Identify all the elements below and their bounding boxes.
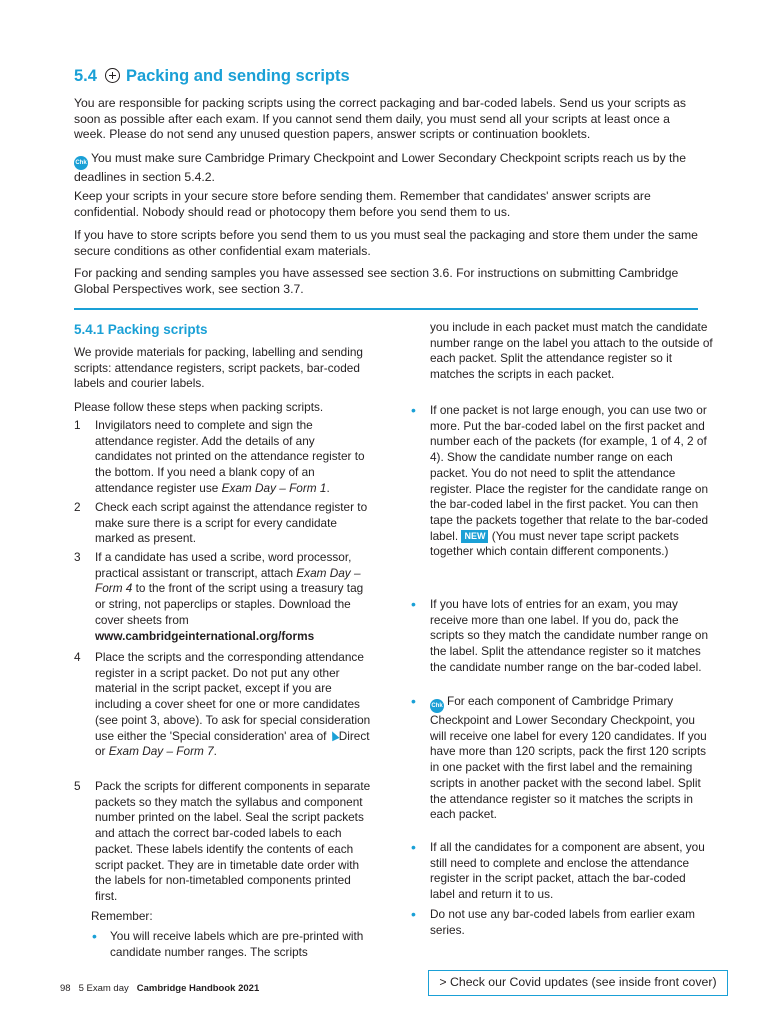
handbook-title: Cambridge Handbook 2021 (136, 983, 260, 994)
step-item: 3 If a candidate has used a scribe, word processor, practical assistant or transcript, attach Exam Day – Form 4 to the front of the script using a treasury tag or string, not paperclips or staples. Download the cover sheets from www.cambridgeinternational.org/forms (74, 550, 364, 643)
step-item: 2 Check each script against the attendance register to make sure there is a script for every candidate marked as present. (74, 500, 368, 546)
section-number: 5.4 (74, 67, 97, 85)
forms-link[interactable]: www.cambridgeinternational.org/forms (95, 628, 315, 643)
bullet-item: • You will receive labels which are pre-printed with candidate number ranges. The scripts (92, 928, 364, 959)
remember-label: Remember: (91, 909, 153, 923)
step-item: 1 Invigilators need to complete and sign the attendance register. Add the details of any candidates not printed on the attendance register to the bottom. If you need a blank copy of an attendance register use Exam Day – Form 1. (74, 418, 365, 495)
checkpoint-icon: Chk (74, 156, 88, 170)
right-continuation: you include in each packet must match the candidate number range on the label you attach to the outside of each packet. Split the attendance register so it matches the scripts in each packet. (430, 320, 713, 382)
section-title (74, 66, 350, 86)
left-paragraph-2: Please follow these steps when packing scripts. (74, 400, 324, 414)
bullet-item: • Do not use any bar-coded labels from earlier exam series. (411, 906, 695, 937)
covid-updates-link[interactable]: > Check our Covid updates (see inside front cover) (428, 970, 728, 996)
checkpoint-icon: Chk (430, 699, 444, 713)
new-badge: NEW (461, 530, 488, 543)
subsection-title: 5.4.1 Packing scripts (74, 322, 208, 337)
bullet-item: • If one packet is not large enough, you can use two or more. Put the bar-coded label on the first packet and number each of the packets (for example, 1 of 4, 2 of 4). Show the candidate number range on each packet. You do not need to split the attendance register. Place the register for the candidate range on the bar-coded label in the first packet. You can then tape the packets together that relate to the bar-coded label. NEW (You must never tape script packets together which contain different components.) (411, 402, 709, 559)
intro-paragraph-3: Keep your scripts in your secure store before sending them. Remember that candidates' answer scripts are confidential. Nobody should read or photocopy them before you send them to us. (74, 189, 651, 219)
step-item: 4 Place the scripts and the corresponding attendance register in a script packet. Do not put any other material in the script packet, except if you are including a cover sheet for one or more candidates (see point 3, above). To ask for special consideration use either the 'Special consideration' area of Direct or Exam Day – Form 7. (74, 650, 371, 759)
plus-circle-icon (105, 68, 120, 83)
bullet-item: • If all the candidates for a component are absent, you still need to complete and enclose the attendance register in the script packet, attach the bar-coded label and return it to us. (411, 839, 705, 902)
intro-paragraph-2: Chk You must make sure Cambridge Primary Checkpoint and Lower Secondary Checkpoint scripts reach us by the deadlines in section 5.4.2. (74, 151, 686, 184)
intro-paragraph-1: You are responsible for packing scripts using the correct packaging and bar-coded labels. Send us your scripts as soon as possible after each exam. If you cannot send them daily, you must send all your scripts at least once a week. Please do not send any unused question papers, answer scripts or continuation booklets. (74, 96, 686, 142)
bullet-item: • If you have lots of entries for an exam, you may receive more than one label. If you do, pack the scripts so they match the candidate number range on the label. Split the attendance register so it matches the candidate number range on the bar-coded label. (411, 596, 709, 674)
left-paragraph-1: We provide materials for packing, labelling and sending scripts: attendance registers, script packets, bar-coded labels and courier labels. (74, 345, 363, 391)
bullet-item: • Chk For each component of Cambridge Primary Checkpoint and Lower Secondary Checkpoint, you will receive one label for every 120 candidates. If you have more than 120 scripts, pack the first 120 scripts in one packet with the first label and the remaining scripts in another packet with the second label. Split the attendance register so it matches the scripts in each packet. (411, 693, 707, 822)
page-number: 98 (60, 983, 71, 994)
intro-paragraph-4: If you have to store scripts before you send them to us you must seal the packaging and store them under the same secure conditions as other confidential exam materials. (74, 228, 698, 258)
section-divider (74, 308, 698, 310)
section-title-text: Packing and sending scripts (125, 67, 350, 85)
intro-paragraph-5: For packing and sending samples you have assessed see section 3.6. For instructions on submitting Cambridge Global Perspectives work, see section 3.7. (74, 266, 679, 296)
step-item: 5 Pack the scripts for different components in separate packets so they match the syllabus and component number printed on the label. Seal the script packets and attach the correct bar-coded labels to each packet. These labels identify the contents of each script packet. They are in timetable date order with the labels for non-timetabled components printed first. (74, 779, 371, 903)
page-footer (60, 983, 259, 994)
chapter-label: 5 Exam day (78, 983, 129, 994)
